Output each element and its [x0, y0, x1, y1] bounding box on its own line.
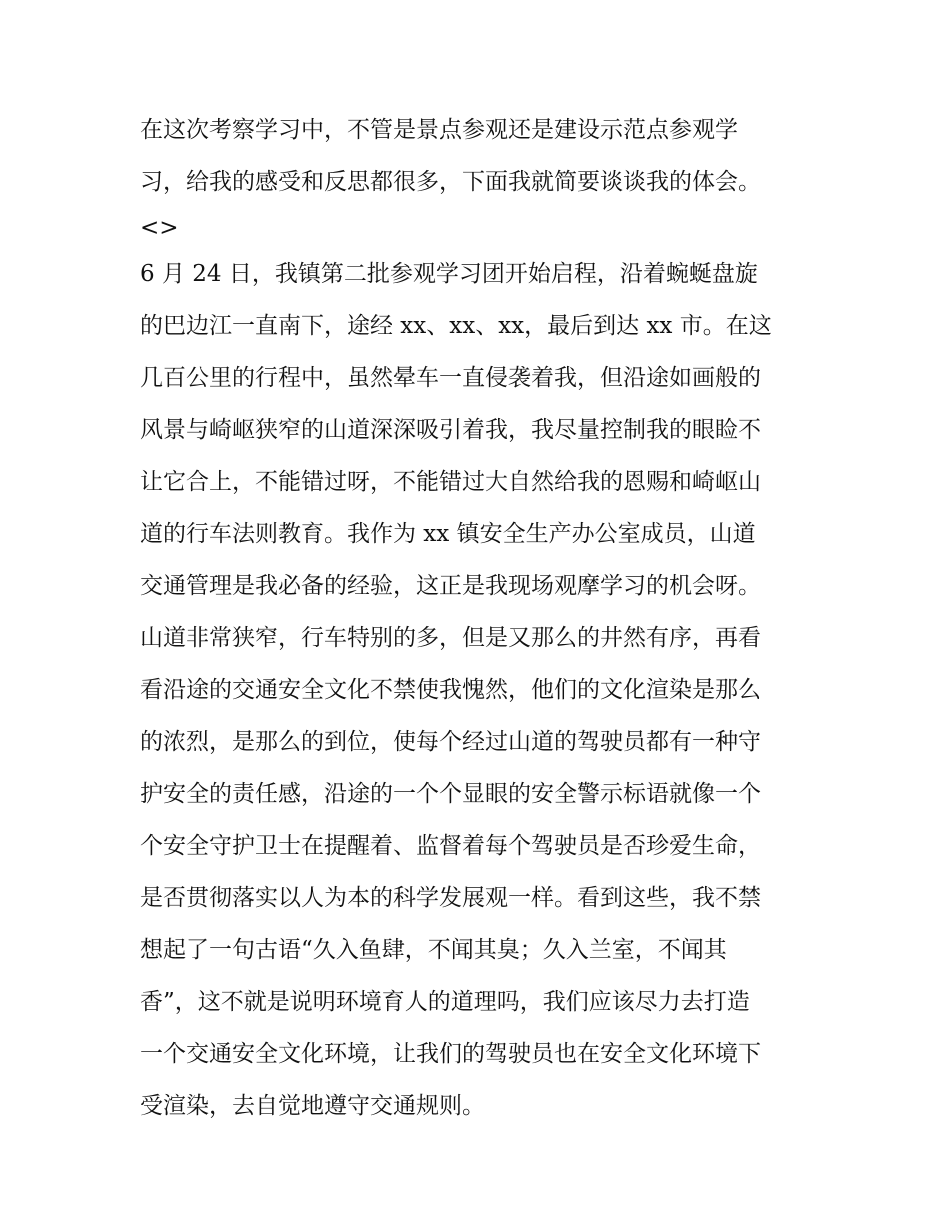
paragraph-intro — [140, 108, 820, 252]
text-line: 是否贯彻落实以人为本的科学发展观一样。看到这些，我不禁 — [140, 885, 761, 911]
text-line: 几百公里的行程中，虽然晕车一直侵袭着我，但沿途如画般的 — [140, 365, 761, 391]
text-line: 护安全的责任感，沿途的一个个显眼的安全警示标语就像一个 — [140, 781, 761, 807]
text-line: 风景与崎岖狭窄的山道深深吸引着我，我尽量控制我的眼睑不 — [140, 417, 761, 443]
text-line: 看沿途的交通安全文化不禁使我愧然，他们的文化渲染是那么 — [140, 677, 761, 703]
text-line: 的巴边江一直南下，途经 xx、xx、xx，最后到达 xx 市。在这 — [140, 313, 772, 339]
text-line: 道的行车法则教育。我作为 xx 镇安全生产办公室成员，山道 — [140, 521, 756, 547]
text-line: 交通管理是我必备的经验，这正是我现场观摩学习的机会呀。 — [140, 573, 761, 599]
text-line: 山道非常狭窄，行车特别的多，但是又那么的井然有序，再看 — [140, 625, 761, 651]
text-line: 在这次考察学习中，不管是景点参观还是建设示范点参观学 — [140, 117, 738, 143]
text-line: 一个交通安全文化环境，让我们的驾驶员也在安全文化环境下 — [140, 1041, 761, 1067]
text-line: 想起了一句古语“久入鱼肆，不闻其臭；久入兰室，不闻其 — [140, 937, 727, 963]
paragraph-journey — [140, 252, 820, 1136]
text-line: 习，给我的感受和反思都很多，下面我就简要谈谈我的体会。 — [140, 169, 761, 195]
text-line: 6 月 24 日，我镇第二批参观学习团开始启程，沿着蜿蜒盘旋 — [140, 261, 758, 287]
text-line: <> — [140, 215, 179, 241]
text-line: 的浓烈，是那么的到位，使每个经过山道的驾驶员都有一种守 — [140, 729, 761, 755]
text-line: 香”，这不就是说明环境育人的道理吗，我们应该尽力去打造 — [140, 989, 750, 1015]
text-line: 受渲染，去自觉地遵守交通规则。 — [140, 1093, 485, 1119]
text-line: 让它合上，不能错过呀，不能错过大自然给我的恩赐和崎岖山 — [140, 469, 761, 495]
text-line: 个安全守护卫士在提醒着、监督着每个驾驶员是否珍爱生命， — [140, 833, 761, 859]
document-body — [140, 108, 820, 1136]
